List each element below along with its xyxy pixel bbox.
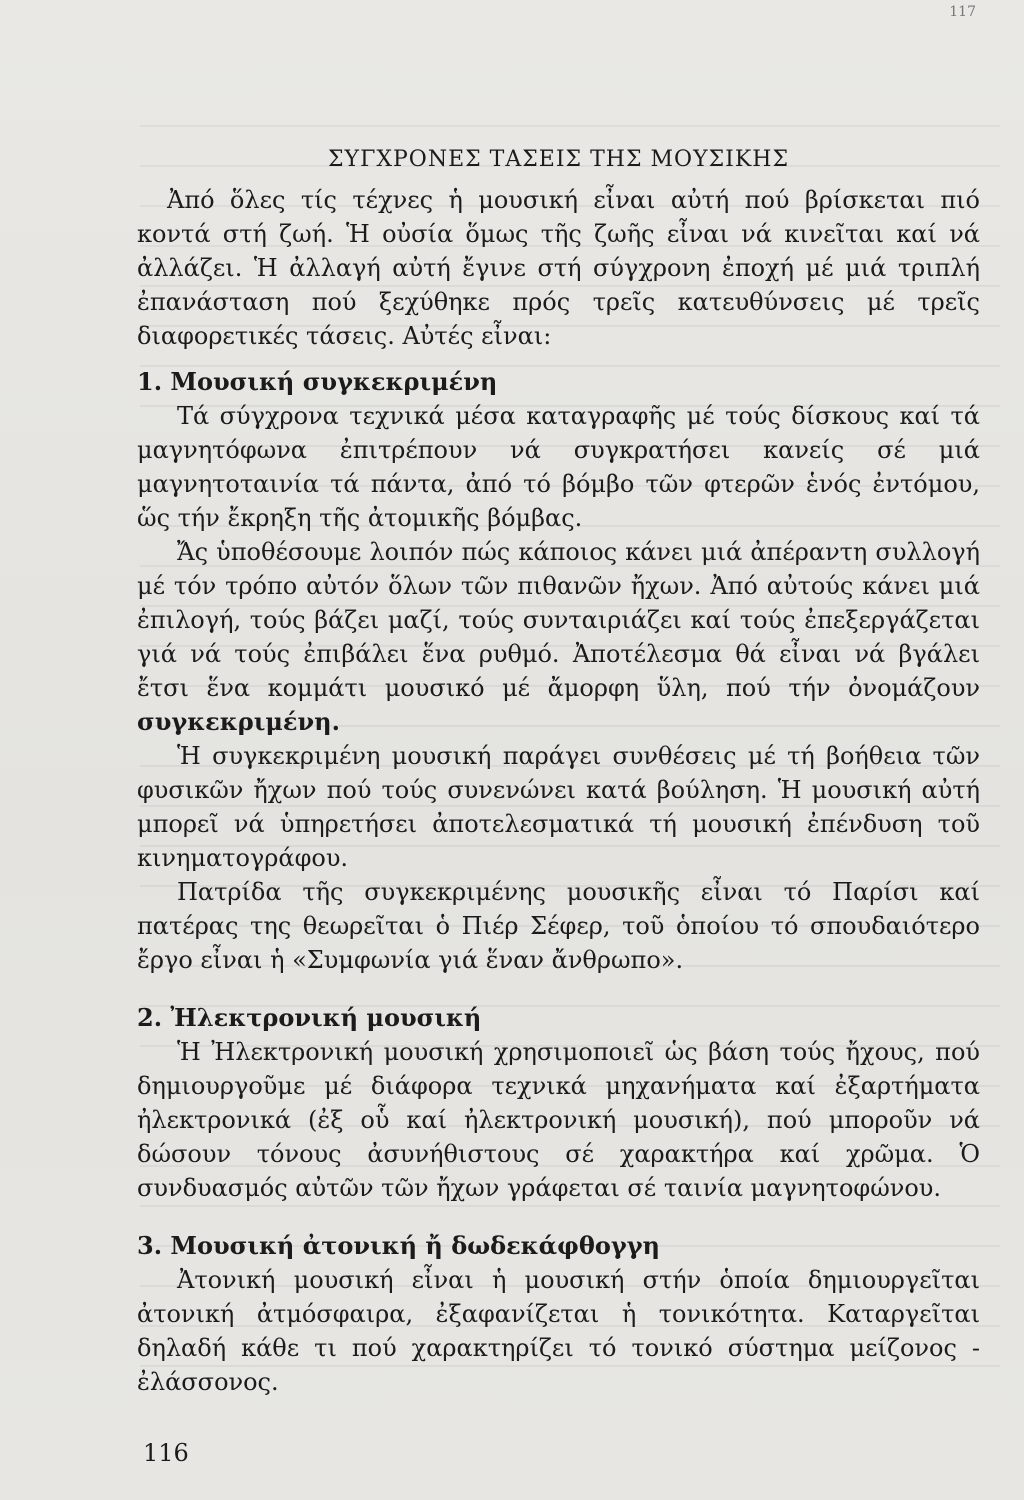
section-1-paragraph-2 bbox=[137, 535, 980, 739]
section-1-paragraph-2-text: Ἄς ὑποθέσουμε λοιπόν πώς κάποιος κάνει μιά ἀπέραντη συλλογή μέ τόν τρόπο αὐτόν ὅλων τῶν πιθανῶν ἤχων. Ἀπό αὐτούς κάνει μιά ἐπιλογή, τούς βάζει μαζί, τούς συνταιριάζει καί τούς ἐπεξεργάζεται γιά νά τούς ἐπιβάλει ἕνα ρυθμό. Ἀποτέλεσμα θά εἶναι νά βγάλει ἔτσι ἕνα κομμάτι μουσικό μέ ἄμορφη ὕλη, πού τήν ὀνομάζουν bbox=[137, 538, 980, 702]
section-1-heading: 1. Μουσική συγκεκριμένη bbox=[137, 367, 498, 396]
section-3-paragraph-1: Ἀτονική μουσική εἶναι ἡ μουσική στήν ὁποία δημιουργεῖται ἀτονική ἀτμόσφαιρα, ἐξαφανίζεται ἡ τονικότητα. Καταργεῖται δηλαδή κάθε τι πού χαρακτηρίζει τό τονικό σύστημα μείζονος - ἐλάσσονος. bbox=[137, 1266, 980, 1396]
section-2-paragraph-1: Ἡ Ἠλεκτρονική μουσική χρησιμοποιεῖ ὡς βάση τούς ἤχους, πού δημιουργοῦμε μέ διάφορα τεχνικά μηχανήματα καί ἐξαρτήματα ἠλεκτρονικά (ἐξ οὗ καί ἠλεκτρονική μουσική), πού μποροῦν νά δώσουν τόνους ἀσυνήθιστους σέ χαρακτήρα καί χρῶμα. Ὁ συνδυασμός αὐτῶν τῶν ἤχων γράφεται σέ ταινία μαγνητοφώνου. bbox=[137, 1038, 980, 1202]
section-1-paragraph-3: Ἡ συγκεκριμένη μουσική παράγει συνθέσεις μέ τή βοήθεια τῶν φυσικῶν ἤχων πού τούς συνενώνει κατά βούληση. Ἡ μουσική αὐτή μπορεῖ νά ὑπηρετήσει ἀποτελεσματικά τή μουσική ἐπένδυση τοῦ κινηματογράφου. bbox=[137, 742, 980, 872]
page-content bbox=[137, 143, 980, 1399]
section-1-paragraph-4: Πατρίδα τῆς συγκεκριμένης μουσικῆς εἶναι τό Παρίσι καί πατέρας της θεωρεῖται ὁ Πιέρ Σέφερ, τοῦ ὁποίου τό σπουδαιότερο ἔργο εἶναι ἡ «Συμφωνία γιά ἕναν ἄνθρωπο». bbox=[137, 878, 980, 974]
intro-paragraph: Ἀπό ὅλες τίς τέχνες ἡ μουσική εἶναι αὐτή πού βρίσκεται πιό κοντά στή ζωή. Ἡ οὐσία ὅμως τῆς ζωῆς εἶναι νά κινεῖται καί νά ἀλλάζει. Ἡ ἀλλαγή αὐτή ἔγινε στή σύγχρονη ἐποχή μέ μιά τριπλή ἐπανάσταση πού ξεχύθηκε πρός τρεῖς κατευθύνσεις μέ τρεῖς διαφορετικές τάσεις. Αὐτές εἶναι: bbox=[137, 186, 980, 350]
section-3-heading: 3. Μουσική ἀτονική ἤ δωδεκάφθογγη bbox=[137, 1231, 661, 1260]
section-1-paragraph-1: Τά σύγχρονα τεχνικά μέσα καταγραφῆς μέ τούς δίσκους καί τά μαγνητόφωνα ἐπιτρέπουν νά συγκρατήσει κανείς σέ μιά μαγνητοταινία τά πάντα, ἀπό τό βόμβο τῶν φτερῶν ἑνός ἐντόμου, ὥς τήν ἔκρηξη τῆς ἀτομικῆς βόμβας. bbox=[137, 402, 980, 532]
corner-mark: 117 bbox=[949, 4, 976, 20]
concrete-music-term: συγκεκριμένη. bbox=[137, 707, 340, 736]
page-title: ΣΥΓΧΡΟΝΕΣ ΤΑΣΕΙΣ ΤΗΣ ΜΟΥΣΙΚΗΣ bbox=[327, 147, 790, 172]
section-2-heading: 2. Ἠλεκτρονική μουσική bbox=[137, 1003, 482, 1032]
page-number: 116 bbox=[143, 1439, 189, 1467]
